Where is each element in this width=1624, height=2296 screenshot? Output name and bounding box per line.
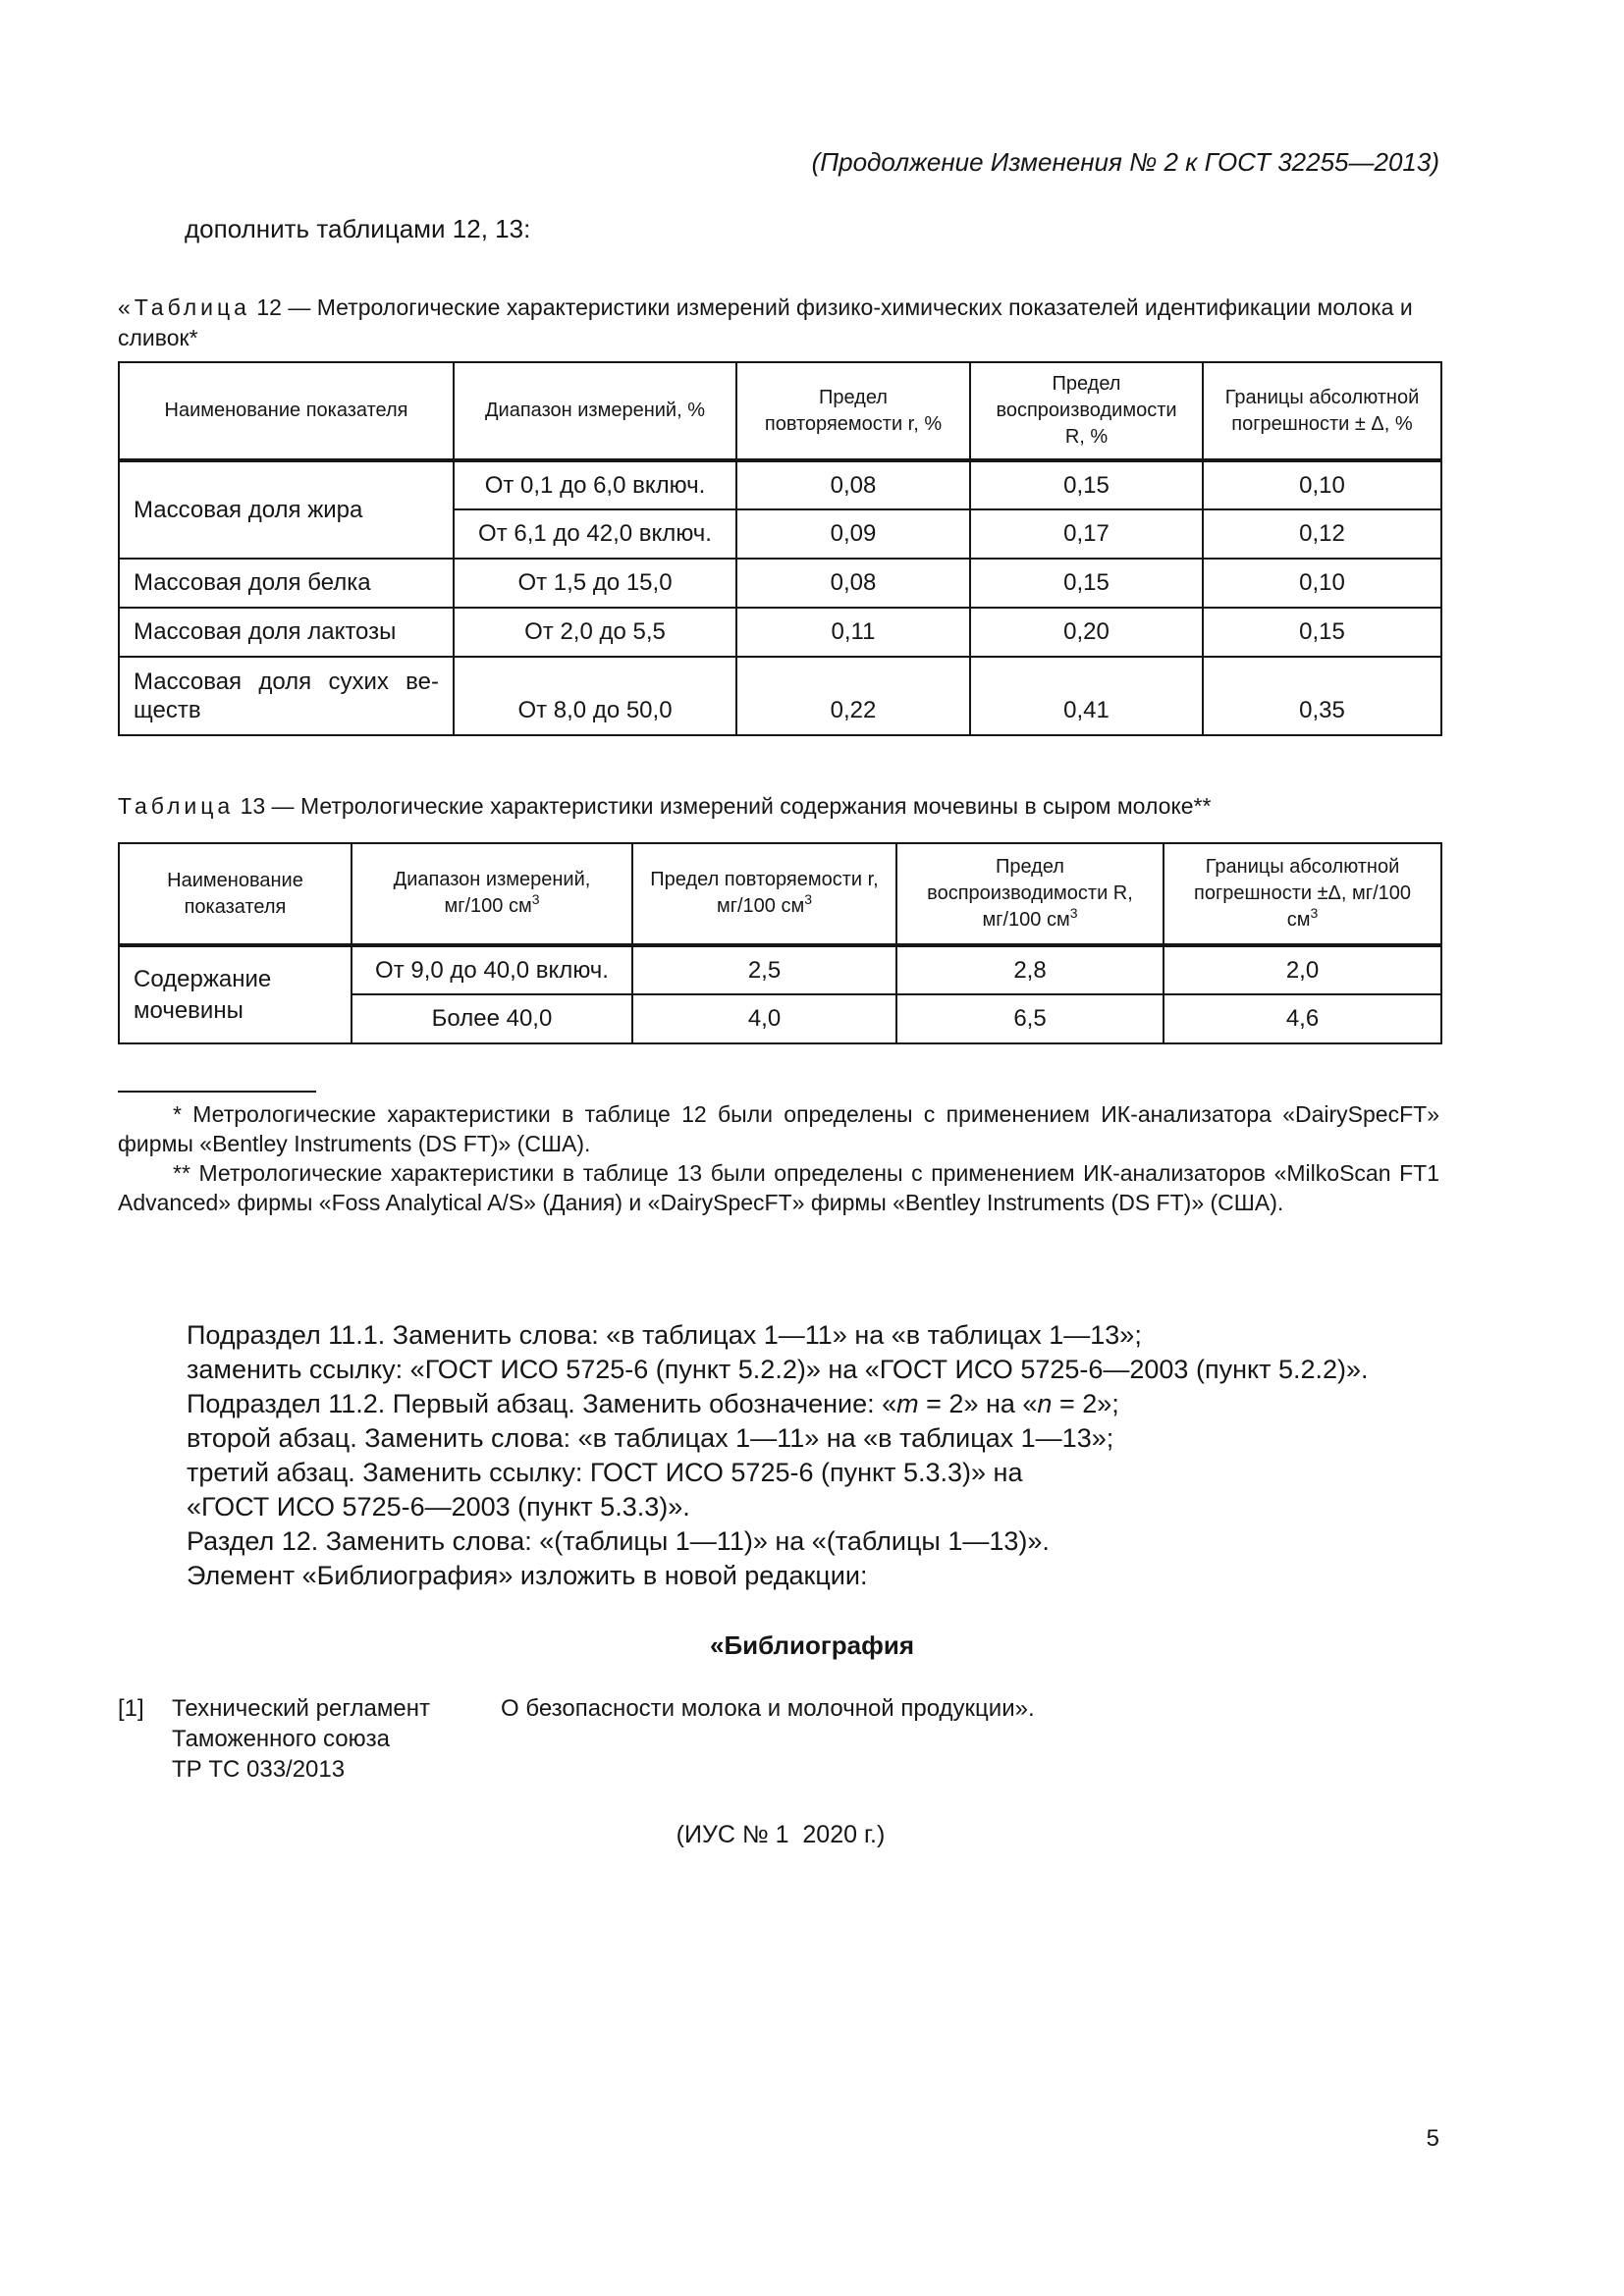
table13-header-error [1164, 843, 1441, 945]
ius-reference: (ИУС № 1 2020 г.) [676, 1821, 886, 1848]
body-line: Элемент «Библиография» изложить в новой редакции: [187, 1561, 868, 1590]
table13-cell-R: 2,8 [896, 945, 1164, 994]
table12-caption-text: 12 — Метрологические характеристики измерений физико-химических показателей идентификации молока и сливок* [118, 294, 1413, 350]
table12-cell-r: 0,08 [736, 460, 970, 509]
table12-caption [118, 293, 1439, 353]
table13-header-row [119, 843, 1441, 945]
body-line: третий абзац. Заменить ссылку: ГОСТ ИСО 5725-6 (пункт 5.3.3)» на [187, 1458, 1023, 1487]
superscript-3: 3 [804, 891, 813, 907]
table13-header-error-text: Границы абсолютной погрешности ±Δ, мг/100 см [1193, 855, 1411, 931]
body-fragment: Подраздел 11.2. Первый абзац. Заменить обозначение: « [187, 1389, 897, 1418]
table12-caption-label: «Таблица [118, 294, 250, 320]
bibliography-title: О безопасности молока и молочной продукции». [501, 1695, 1035, 1722]
bibliography-doc-line: ТР ТС 033/2013 [172, 1756, 346, 1783]
continuation-header: (Продолжение Изменения № 2 к ГОСТ 32255—2013) [811, 147, 1439, 177]
table13-cell-r: 4,0 [632, 994, 896, 1043]
table12-cell-name-line1: Массовая доля сухих ве- [134, 668, 439, 695]
table13-cell-delta: 2,0 [1164, 945, 1441, 994]
table12-cell-range: От 2,0 до 5,5 [454, 608, 736, 657]
table13-cell-range: От 9,0 до 40,0 включ. [352, 945, 632, 994]
table12-header-reproducibility: Предел воспроизводимости R, % [970, 362, 1203, 460]
table13-header-reproducibility [896, 843, 1164, 945]
table12-cell-delta: 0,10 [1203, 460, 1441, 509]
table12-cell-r: 0,09 [736, 509, 970, 559]
table12-header-repeatability: Предел повторяемости r, % [736, 362, 970, 460]
table13-header-reproducibility-text: Предел воспроизводимости R, мг/100 см [927, 855, 1133, 931]
bibliography-number: [1] [118, 1695, 144, 1722]
table-row [119, 559, 1441, 608]
table-row [119, 460, 1441, 509]
table12-cell-range: От 6,1 до 42,0 включ. [454, 509, 736, 559]
table12-cell-R: 0,15 [970, 460, 1203, 509]
table12-cell-name: Массовая доля лактозы [119, 608, 454, 657]
table13-cell-R: 6,5 [896, 994, 1164, 1043]
body-line: второй абзац. Заменить слова: «в таблицах 1—11» на «в таблицах 1—13»; [187, 1423, 1114, 1453]
table12-cell-r: 0,08 [736, 559, 970, 608]
body-line: Подраздел 11.1. Заменить слова: «в таблицах 1—11» на «в таблицах 1—13»; [187, 1320, 1142, 1350]
superscript-3: 3 [531, 891, 540, 907]
table13-caption [118, 791, 1439, 822]
table12-cell-R: 0,41 [970, 657, 1203, 735]
intro-text: дополнить таблицами 12, 13: [185, 214, 531, 243]
table12-cell-delta: 0,12 [1203, 509, 1441, 559]
superscript-3: 3 [1310, 904, 1319, 921]
body-line [187, 1387, 1453, 1421]
table-13 [118, 842, 1442, 1044]
bibliography-document [172, 1693, 430, 1785]
table13-caption-text: 13 — Метрологические характеристики измерений содержания мочевины в сыром молоке** [234, 793, 1212, 819]
table12-cell-r: 0,22 [736, 657, 970, 735]
table-row [119, 608, 1441, 657]
footnotes [118, 1099, 1439, 1217]
body-line: Раздел 12. Заменить слова: «(таблицы 1—11)» на «(таблицы 1—13)». [187, 1526, 1050, 1556]
table12-cell-name: Массовая доля жира [119, 460, 454, 559]
table13-header-repeatability-text: Предел повторяемости r, мг/100 см [650, 869, 879, 917]
table13-cell-delta: 4,6 [1164, 994, 1441, 1043]
table13-header-range-text: Диапазон измерений, мг/100 см [393, 869, 591, 917]
symbol-m: m [896, 1389, 919, 1418]
table13-cell-name: Содержание мочевины [119, 945, 352, 1043]
table12-cell-range: От 1,5 до 15,0 [454, 559, 736, 608]
bibliography-heading: «Библиография [710, 1630, 914, 1660]
table12-cell-range: От 0,1 до 6,0 включ. [454, 460, 736, 509]
bibliography-doc-line: Таможенного союза [172, 1726, 390, 1752]
body-fragment: = 2» на « [918, 1389, 1038, 1418]
footnote-rule [118, 1091, 316, 1093]
table12-cell-range: От 8,0 до 50,0 [454, 657, 736, 735]
body-fragment: = 2»; [1052, 1389, 1119, 1418]
table13-cell-range: Более 40,0 [352, 994, 632, 1043]
body-line: «ГОСТ ИСО 5725-6—2003 (пункт 5.3.3)». [187, 1492, 690, 1522]
table13-caption-label: Таблица [118, 793, 235, 819]
body-line: заменить ссылку: «ГОСТ ИСО 5725-6 (пункт 5.2.2)» на «ГОСТ ИСО 5725-6—2003 (пункт 5.2.2)». [187, 1355, 1369, 1384]
table12-cell-name: Массовая доля белка [119, 559, 454, 608]
table12-header-range: Диапазон измерений, % [454, 362, 736, 460]
table13-header-range [352, 843, 632, 945]
table12-cell-name [119, 657, 454, 735]
table-row [119, 945, 1441, 994]
table12-cell-r: 0,11 [736, 608, 970, 657]
amendment-text [187, 1318, 1453, 1593]
symbol-n: n [1037, 1389, 1053, 1418]
table12-cell-R: 0,15 [970, 559, 1203, 608]
table12-cell-R: 0,20 [970, 608, 1203, 657]
table12-header-error: Границы абсолютной погрешности ± Δ, % [1203, 362, 1441, 460]
bibliography-doc-line: Технический регламент [172, 1695, 430, 1722]
table12-cell-delta: 0,15 [1203, 608, 1441, 657]
table-row [119, 657, 1441, 735]
table13-cell-r: 2,5 [632, 945, 896, 994]
page-number: 5 [1426, 2125, 1439, 2152]
table12-header-row [119, 362, 1441, 460]
table12-cell-name-line2: ществ [134, 697, 201, 723]
footnote-1: * Метрологические характеристики в таблице 12 были определены с применением ИК-анализатора «DairySpecFT» фирмы «Bentley Instruments (DS FT)» (США). [118, 1101, 1439, 1156]
table13-header-repeatability [632, 843, 896, 945]
table12-header-name: Наименование показателя [119, 362, 454, 460]
table-12 [118, 361, 1442, 736]
superscript-3: 3 [1069, 904, 1078, 921]
table12-cell-R: 0,17 [970, 509, 1203, 559]
table12-cell-delta: 0,10 [1203, 559, 1441, 608]
table12-cell-delta: 0,35 [1203, 657, 1441, 735]
table13-header-name: Наименование показателя [119, 843, 352, 945]
footnote-2: ** Метрологические характеристики в таблице 13 были определены с применением ИК-анализаторов «MilkoScan FT1 Advanced» фирмы «Foss Analytical A/S» (Дания) и «DairySpecFT» фирмы «Bentley Instruments (DS FT)» (США). [118, 1160, 1439, 1215]
